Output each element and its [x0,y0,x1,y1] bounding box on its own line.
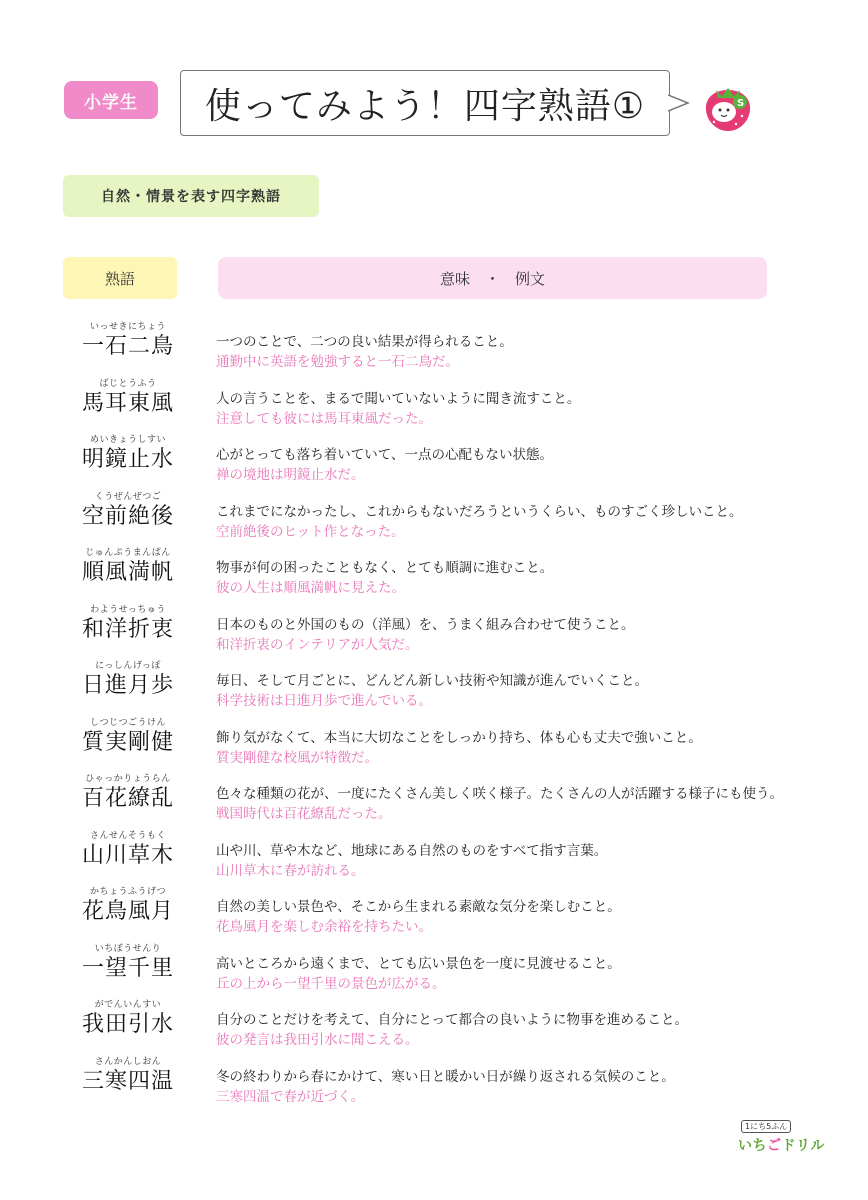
idiom-reading: じゅんぷうまんぱん [85,548,171,558]
idiom-row [0,887,868,944]
idiom-meaning: 物事が何の困ったこともなく、とても順調に進むこと。 [216,560,554,576]
strawberry-mascot-icon [702,82,754,134]
idiom-row [0,944,868,1001]
idiom-example: 質実剛健な校風が特徴だ。 [216,749,378,766]
idiom-row [0,1057,868,1114]
idiom-term [76,1057,180,1096]
logo-wordmark [738,1135,825,1155]
idiom-example: 彼の人生は順風満帆に見えた。 [216,580,405,596]
idiom-meaning: 冬の終わりから春にかけて、寒い日と暖かい日が繰り返される気候のこと。 [216,1068,675,1085]
idiom-word: 山川草木 [81,842,174,868]
idiom-word: 我田引水 [81,1012,174,1037]
idiom-word: 和洋折衷 [81,616,174,642]
idiom-row [0,718,868,775]
idiom-meaning: 心がとっても落ち着いていて、一点の心配もない状態。 [216,447,553,463]
logo-tagline: 1にち5ふん [741,1120,791,1133]
idiom-term [76,1000,180,1039]
idiom-word: 空前絶後 [81,503,174,529]
idiom-meaning: 日本のものと外国のもの（洋風）を、うまく組み合わせて使うこと。 [216,616,635,633]
idiom-word: 一望千里 [81,955,174,981]
idiom-word: 一石二鳥 [81,334,174,359]
idiom-term [76,661,180,700]
idiom-term [76,718,180,757]
idiom-example: 和洋折衷のインテリアが人気だ。 [216,636,419,653]
idiom-reading: くうぜんぜつご [94,491,162,502]
section-heading: 自然・情景を表す四字熟語 [63,175,319,217]
idiom-term [76,887,180,926]
idiom-word: 三寒四温 [81,1068,174,1094]
idiom-reading: わようせっちゅう [90,604,166,615]
idiom-example: 丘の上から一望千里の景色が広がる。 [216,975,446,992]
page-title: 使ってみよう！四字熟語① [180,70,670,136]
idiom-meaning: 飾り気がなくて、本当に大切なことをしっかり持ち、体も心も丈夫で強いこと。 [216,729,702,746]
idiom-example: 三寒四温で春が近づく。 [216,1088,365,1105]
idiom-reading: さんせんそうもく [89,830,166,841]
idiom-row [0,322,868,379]
idiom-meaning: 高いところから遠くまで、とても広い景色を一度に見渡せること。 [216,955,621,972]
idiom-example: 彼の発言は我田引水に聞こえる。 [216,1032,419,1048]
idiom-row [0,661,868,718]
idiom-example: 通勤中に英語を勉強すると一石二鳥だ。 [216,354,459,370]
svg-text:S: S [737,98,745,109]
idiom-row [0,435,868,492]
idiom-meaning: 山や川、草や木など、地球にある自然のものをすべて指す言葉。 [216,842,608,859]
idiom-meaning: 人の言うことを、まるで聞いていないように聞き流すこと。 [216,390,581,407]
idiom-meaning: これまでになかったし、これからもないだろうというくらい、ものすごく珍しいこと。 [216,503,743,520]
idiom-row [0,831,868,888]
speech-bubble-tail [668,93,690,113]
idiom-reading: しつじつごうけん [89,717,166,728]
idiom-row [0,548,868,605]
idiom-reading: ばじとうふう [99,378,157,389]
idiom-term [76,492,180,531]
idiom-reading: かちょうふうげつ [89,887,166,897]
idiom-term [76,605,180,644]
idiom-meaning: 毎日、そして月ごとに、どんどん新しい技術や知識が進んでいくこと。 [216,673,648,689]
idiom-example: 空前絶後のヒット作となった。 [216,523,405,540]
idiom-term [76,944,180,983]
idiom-example: 禅の境地は明鏡止水だ。 [216,467,365,483]
idiom-term [76,548,180,587]
idiom-reading: がでんいんすい [94,1000,162,1010]
grade-badge: 小学生 [64,81,158,119]
idiom-reading: いっせきにちょう [89,322,166,332]
idiom-example: 科学技術は日進月歩で進んでいる。 [216,693,432,709]
idiom-term [76,379,180,418]
idiom-meaning: 自然の美しい景色や、そこから生まれる素敵な気分を楽しむこと。 [216,899,621,915]
idiom-row [0,1000,868,1057]
idiom-word: 花鳥風月 [81,899,174,924]
idiom-reading: さんかんしおん [94,1056,162,1067]
idiom-meaning: 自分のことだけを考えて、自分にとって都合の良いように物事を進めること。 [216,1012,688,1028]
idiom-example: 戦国時代は百花繚乱だった。 [216,806,392,822]
logo-wordmark-part: ドリル [781,1138,825,1154]
idiom-reading: いちぼうせんり [94,943,162,954]
idiom-word: 百花繚乱 [81,786,174,811]
idiom-example: 花鳥風月を楽しむ余裕を持ちたい。 [216,919,432,935]
idiom-word: 明鏡止水 [81,447,174,472]
idiom-word: 質実剛健 [81,729,174,755]
idiom-reading: ひゃっかりょうらん [85,774,171,784]
idiom-term [76,831,180,870]
idiom-word: 馬耳東風 [81,390,174,416]
idiom-example: 山川草木に春が訪れる。 [216,862,365,879]
idiom-word: 日進月歩 [81,673,174,698]
logo-wordmark-part: ご [767,1138,782,1154]
idiom-term [76,322,180,361]
ichigo-drill-logo [738,1120,825,1160]
idiom-term [76,435,180,474]
logo-wordmark-part: いち [738,1138,767,1154]
idiom-word: 順風満帆 [81,560,174,585]
term-column-header: 熟語 [63,257,177,299]
meaning-column-header: 意味 ・ 例文 [218,257,767,299]
idiom-example: 注意しても彼には馬耳東風だった。 [216,410,432,427]
idiom-row [0,492,868,549]
idiom-row [0,379,868,436]
idiom-reading: にっしんげっぽ [95,661,161,671]
idiom-term [76,774,180,813]
idiom-list [0,322,868,1113]
idiom-meaning: 色々な種類の花が、一度にたくさん美しく咲く様子。たくさんの人が活躍する様子にも使う。 [216,786,783,802]
idiom-row [0,605,868,662]
idiom-meaning: 一つのことで、二つの良い結果が得られること。 [216,334,513,350]
idiom-row [0,774,868,831]
idiom-reading: めいきょうしすい [89,435,166,445]
